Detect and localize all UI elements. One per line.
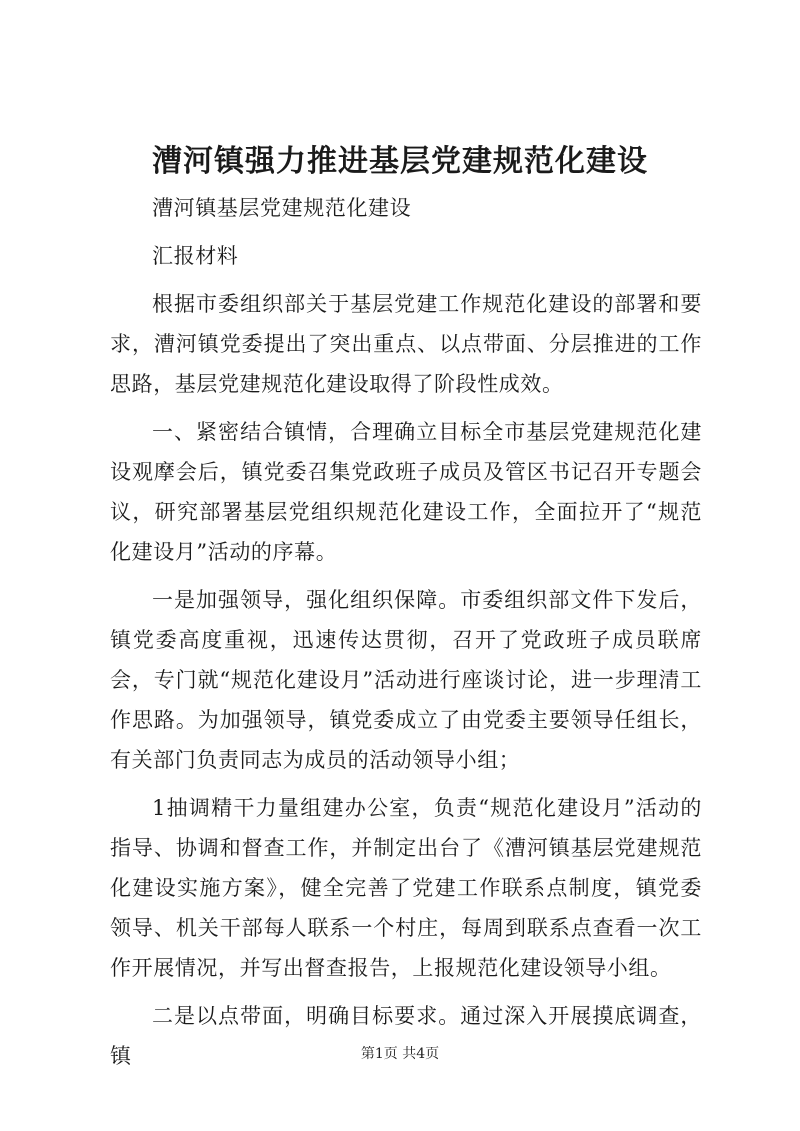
paragraph-report-label: 汇报材料 — [152, 244, 239, 268]
document-title: 漕河镇强力推进基层党建规范化建设 — [152, 144, 648, 179]
paragraph-office: 1抽调精干力量组建办公室，负责“规范化建设月”活动的指导、协调和督查工作，并制定出台了《漕河镇基层党建规范化建设实施方案》，健全完善了党建工作联系点制度，镇党委领导、机关干部每人联系一个村庄，每周到联系点查看一次工作开展情况，并写出督查报告，上报规范化建设领导小组。 — [110, 796, 702, 980]
paragraph-targets: 二是以点带面，明确目标要求。通过深入开展摸底调查，镇 — [110, 1004, 702, 1068]
paragraph-leadership: 一是加强领导，强化组织保障。市委组织部文件下发后，镇党委高度重视，迅速传达贯彻，召开了党政班子成员联席会，专门就“规范化建设月”活动进行座谈讨论，进一步理清工作思路。为加强领导，镇党委成立了由党委主要领导任组长，有关部门负责同志为成员的活动领导小组； — [110, 588, 702, 772]
document-body — [110, 188, 702, 1084]
paragraph-section-one: 一、紧密结合镇情，合理确立目标全市基层党建规范化建设观摩会后，镇党委召集党政班子成员及管区书记召开专题会议，研究部署基层党组织规范化建设工作，全面拉开了“规范化建设月”活动的序幕。 — [110, 420, 702, 564]
page-number-footer: 第1页 共4页 — [360, 1046, 440, 1062]
paragraph-subtitle: 漕河镇基层党建规范化建设 — [152, 196, 412, 220]
paragraph-intro: 根据市委组织部关于基层党建工作规范化建设的部署和要求，漕河镇党委提出了突出重点、以点带面、分层推进的工作思路，基层党建规范化建设取得了阶段性成效。 — [110, 292, 702, 396]
